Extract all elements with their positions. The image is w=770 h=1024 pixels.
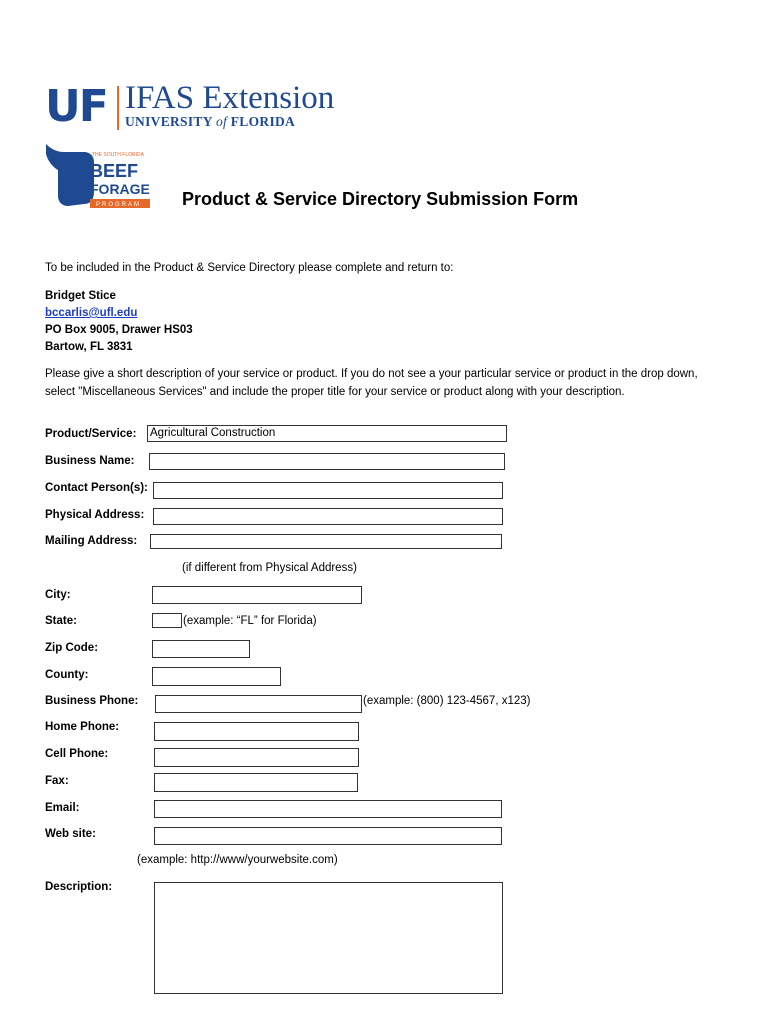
- physical-address-label: Physical Address:: [45, 509, 145, 521]
- state-hint: (example: “FL” for Florida): [183, 615, 317, 627]
- home-phone-label: Home Phone:: [45, 721, 120, 733]
- description-label: Description:: [45, 881, 113, 893]
- svg-text:PROGRAM: PROGRAM: [96, 202, 142, 208]
- contact-person-field[interactable]: [153, 482, 503, 499]
- cell-phone-field[interactable]: [154, 748, 359, 767]
- contact-address-line2: Bartow, FL 3831: [45, 341, 133, 353]
- mailing-address-label: Mailing Address:: [45, 535, 138, 547]
- mailing-address-field[interactable]: [150, 534, 502, 549]
- svg-text:FORAGE: FORAGE: [90, 181, 150, 197]
- fax-field[interactable]: [154, 773, 358, 792]
- contact-person-label: Contact Person(s):: [45, 482, 148, 494]
- home-phone-field[interactable]: [154, 722, 359, 741]
- svg-text:BEEF: BEEF: [90, 161, 139, 181]
- cell-phone-label: Cell Phone:: [45, 748, 109, 760]
- business-phone-label: Business Phone:: [45, 695, 139, 707]
- form-title: Product & Service Directory Submission Form: [182, 189, 579, 209]
- svg-text:THE SOUTH FLORIDA: THE SOUTH FLORIDA: [92, 152, 144, 158]
- website-hint: (example: http://www/yourwebsite.com): [137, 854, 338, 866]
- business-name-label: Business Name:: [45, 455, 135, 467]
- city-field[interactable]: [152, 586, 362, 604]
- email-label: Email:: [45, 802, 80, 814]
- state-field[interactable]: [152, 613, 182, 628]
- website-field[interactable]: [154, 827, 502, 845]
- mailing-address-hint: (if different from Physical Address): [182, 562, 357, 574]
- instructions-text: Please give a short description of your service or product. If you do not see a your particular service or product in the drop down, select "Miscellaneous Services" and include the proper title for your service or product along with your description.: [45, 368, 698, 398]
- city-label: City:: [45, 589, 71, 601]
- county-label: County:: [45, 669, 89, 681]
- fax-label: Fax:: [45, 775, 69, 787]
- product-service-label: Product/Service:: [45, 428, 137, 440]
- product-service-dropdown[interactable]: Agricultural Construction: [147, 425, 507, 442]
- contact-email-link[interactable]: bccarlis@ufl.edu: [45, 307, 138, 319]
- business-phone-field[interactable]: [155, 695, 362, 713]
- logo-divider: [117, 86, 119, 130]
- contact-address-line1: PO Box 9005, Drawer HS03: [45, 324, 193, 336]
- intro-text: To be included in the Product & Service Directory please complete and return to:: [45, 262, 454, 274]
- uf-logo: UF: [45, 81, 107, 132]
- email-field[interactable]: [154, 800, 502, 818]
- physical-address-field[interactable]: [153, 508, 503, 525]
- contact-name: Bridget Stice: [45, 290, 116, 302]
- zip-code-field[interactable]: [152, 640, 250, 658]
- beef-forage-program-logo: [44, 140, 152, 212]
- state-label: State:: [45, 615, 77, 627]
- zip-code-label: Zip Code:: [45, 642, 99, 654]
- description-textarea[interactable]: [154, 882, 503, 994]
- ifas-extension-wordmark: IFAS Extension: [125, 80, 335, 116]
- website-label: Web site:: [45, 828, 96, 840]
- business-phone-hint: (example: (800) 123-4567, x123): [363, 695, 531, 707]
- county-field[interactable]: [152, 667, 281, 686]
- university-of-florida-wordmark: UNIVERSITY of FLORIDA: [125, 114, 296, 129]
- business-name-field[interactable]: [149, 453, 505, 470]
